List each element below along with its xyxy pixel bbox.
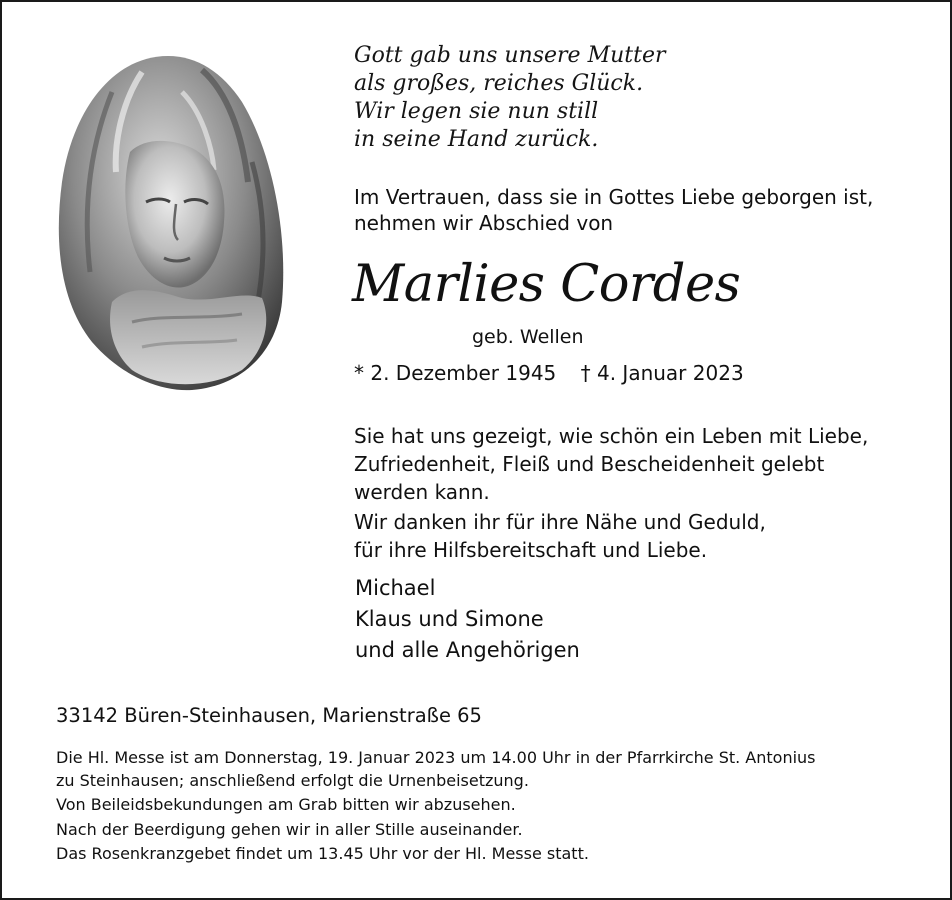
thanks-line: für ihre Hilfsbereitschaft und Liebe. xyxy=(354,538,708,562)
notice-line: zu Steinhausen; anschließend erfolgt die Urnenbeisetzung. xyxy=(56,770,529,790)
notice-line: Das Rosenkranzgebet findet um 13.45 Uhr vor der Hl. Messe statt. xyxy=(56,844,589,863)
family-member: und alle Angehörigen xyxy=(355,638,580,662)
family-address: 33142 Büren-Steinhausen, Marienstraße 65 xyxy=(56,704,482,727)
poem-line: Gott gab uns unsere Mutter xyxy=(354,43,666,68)
intro-text xyxy=(354,184,873,236)
notice-line: Von Beileidsbekundungen am Grab bitten wir abzusehen. xyxy=(56,795,516,814)
birth-name: geb. Wellen xyxy=(472,326,584,348)
birth-date: * 2. Dezember 1945 xyxy=(354,361,557,385)
intro-line: nehmen wir Abschied von xyxy=(354,211,614,235)
family-member: Michael xyxy=(355,576,436,600)
poem-line: in seine Hand zurück. xyxy=(354,127,599,152)
thanks-line: Wir danken ihr für ihre Nähe und Geduld, xyxy=(354,510,766,534)
poem xyxy=(354,42,665,154)
life-dates xyxy=(354,361,744,385)
tribute-line: Sie hat uns gezeigt, wie schön ein Leben mit Liebe, xyxy=(354,424,869,448)
poem-line: Wir legen sie nun still xyxy=(354,99,599,124)
thanks-text xyxy=(354,508,766,564)
deceased-name: Marlies Cordes xyxy=(352,255,741,314)
funeral-notices xyxy=(56,747,816,866)
tribute-line: Zufriedenheit, Fleiß und Bescheidenheit gelebt xyxy=(354,452,825,476)
madonna-portrait-icon xyxy=(52,52,284,394)
family-signature xyxy=(355,573,580,666)
intro-line: Im Vertrauen, dass sie in Gottes Liebe geborgen ist, xyxy=(354,185,874,209)
notice-line: Die Hl. Messe ist am Donnerstag, 19. Januar 2023 um 14.00 Uhr in der Pfarrkirche St. Antonius xyxy=(56,748,816,767)
tribute-text xyxy=(354,422,868,506)
tribute-line: werden kann. xyxy=(354,480,490,504)
poem-line: als großes, reiches Glück. xyxy=(354,71,644,96)
family-member: Klaus und Simone xyxy=(355,607,544,631)
death-date: † 4. Januar 2023 xyxy=(580,361,744,385)
notice-line: Nach der Beerdigung gehen wir in aller Stille auseinander. xyxy=(56,819,523,839)
